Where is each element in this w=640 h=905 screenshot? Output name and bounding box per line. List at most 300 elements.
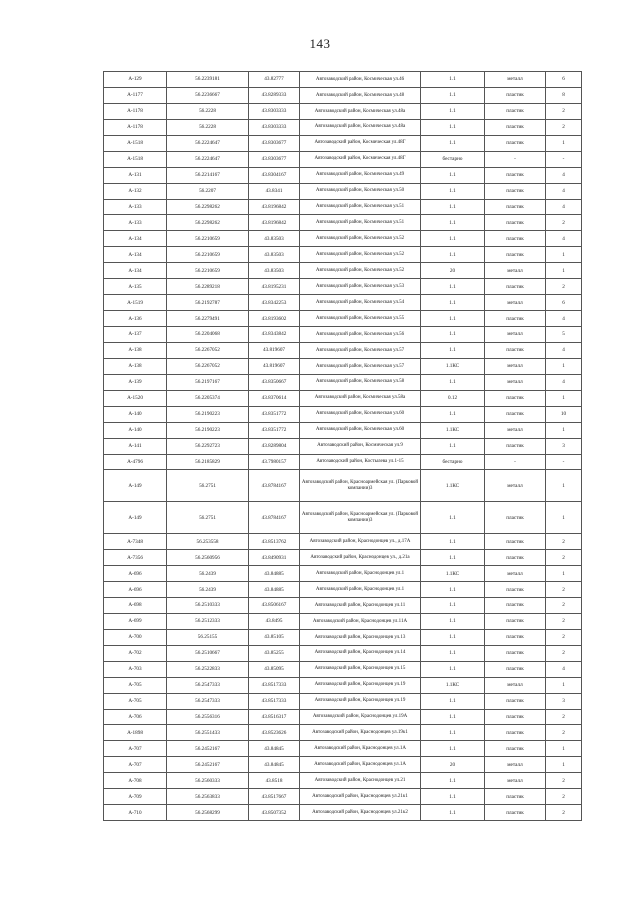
cell-volume: 1.1	[421, 534, 485, 550]
cell-code: A-138	[104, 358, 167, 374]
cell-material: пластик	[485, 629, 546, 645]
cell-address: Автозаводский район, Краснодонцев ул.1А	[300, 741, 421, 757]
cell-volume: 1.1КС	[421, 566, 485, 582]
cell-code: A-700	[104, 629, 167, 645]
cell-count: 2	[546, 789, 582, 805]
cell-volume: 20	[421, 263, 485, 279]
cell-longitude: 43.8303677	[249, 135, 300, 151]
cell-latitude: 56.2210659	[167, 247, 249, 263]
cell-longitude: 43.85095	[249, 661, 300, 677]
cell-material: пластик	[485, 183, 546, 199]
cell-volume: 1.1	[421, 789, 485, 805]
table-row	[104, 342, 582, 358]
cell-material: пластик	[485, 502, 546, 534]
cell-latitude: 56.2751	[167, 470, 249, 502]
cell-latitude: 56.2560956	[167, 550, 249, 566]
cell-address: Автозаводский район, Краснодонцев ул.1	[300, 582, 421, 598]
cell-longitude: 43.8304167	[249, 167, 300, 183]
cell-material: металл	[485, 295, 546, 311]
cell-volume: 1.1	[421, 199, 485, 215]
cell-material: металл	[485, 358, 546, 374]
cell-latitude: 56.2298262	[167, 199, 249, 215]
table-row	[104, 72, 582, 88]
cell-code: A-141	[104, 438, 167, 454]
cell-material: пластик	[485, 406, 546, 422]
cell-longitude: 43.85255	[249, 645, 300, 661]
table-row	[104, 693, 582, 709]
cell-volume: бестарно	[421, 151, 485, 167]
cell-volume: 1.1	[421, 87, 485, 103]
cell-code: A-696	[104, 582, 167, 598]
cell-address: Автозаводский район, Краснодонцев ул.14	[300, 645, 421, 661]
cell-address: Автозаводский район, Краснодонцев ул.1	[300, 566, 421, 582]
cell-address: Автозаводский район, Космическая ул.48а	[300, 119, 421, 135]
cell-latitude: 56.2512333	[167, 613, 249, 629]
cell-material: пластик	[485, 311, 546, 327]
cell-address: Автозаводский район, Космическая ул.51	[300, 215, 421, 231]
table-row	[104, 390, 582, 406]
table-row	[104, 709, 582, 725]
cell-latitude: 56.2207	[167, 183, 249, 199]
cell-longitude: 43.8195231	[249, 279, 300, 295]
cell-volume: 1.1	[421, 550, 485, 566]
cell-volume: 1.1	[421, 167, 485, 183]
cell-longitude: 43.85105	[249, 629, 300, 645]
cell-latitude: 56.2551433	[167, 725, 249, 741]
cell-latitude: 56.2190223	[167, 406, 249, 422]
cell-code: A-702	[104, 645, 167, 661]
cell-volume: 1.1	[421, 502, 485, 534]
cell-volume: 1.1	[421, 374, 485, 390]
cell-volume: 1.1	[421, 661, 485, 677]
cell-volume: 1.1	[421, 327, 485, 343]
cell-address: Автозаводский район, Краснодонцев ул.21к1	[300, 789, 421, 805]
cell-material: металл	[485, 757, 546, 773]
cell-latitude: 56.2547333	[167, 693, 249, 709]
cell-material: металл	[485, 374, 546, 390]
cell-material: пластик	[485, 231, 546, 247]
cell-address: Автозаводский район, Космическая ул.49	[300, 167, 421, 183]
cell-volume: бестарно	[421, 454, 485, 470]
cell-longitude: 43.83503	[249, 263, 300, 279]
cell-latitude: 56.2563833	[167, 789, 249, 805]
cell-address: Автозаводский район, Краснодонцев ул.21к2	[300, 805, 421, 821]
table-row	[104, 534, 582, 550]
cell-latitude: 56.2190223	[167, 422, 249, 438]
cell-address: Автозаводский район, Космическая ул.55	[300, 311, 421, 327]
cell-volume: 1.1	[421, 247, 485, 263]
cell-count: 1	[546, 263, 582, 279]
cell-volume: 1.1КС	[421, 677, 485, 693]
cell-latitude: 56.2560333	[167, 773, 249, 789]
cell-longitude: 43.8289333	[249, 87, 300, 103]
cell-longitude: 43.84845	[249, 757, 300, 773]
cell-code: A-1519	[104, 295, 167, 311]
cell-code: A-1178	[104, 103, 167, 119]
cell-latitude: 56.2236667	[167, 87, 249, 103]
cell-count: 2	[546, 773, 582, 789]
cell-material: металл	[485, 422, 546, 438]
table-row	[104, 677, 582, 693]
cell-material: пластик	[485, 645, 546, 661]
cell-code: A-133	[104, 199, 167, 215]
cell-address: Автозаводский район, Красноармейская ул. (Парковой компании)3	[300, 502, 421, 534]
cell-count: 2	[546, 709, 582, 725]
cell-longitude: 43.82777	[249, 72, 300, 88]
cell-address: Автозаводский район, Космическая ул.54	[300, 295, 421, 311]
cell-longitude: 43.84885	[249, 582, 300, 598]
cell-address: Автозаводский район, Космическая ул.52	[300, 247, 421, 263]
cell-code: A-140	[104, 422, 167, 438]
cell-count: 4	[546, 342, 582, 358]
table-row	[104, 231, 582, 247]
cell-latitude: 56.2510667	[167, 645, 249, 661]
table-row	[104, 502, 582, 534]
cell-count: 2	[546, 534, 582, 550]
cell-volume: 1.1	[421, 119, 485, 135]
cell-material: пластик	[485, 534, 546, 550]
cell-latitude: 56.2452167	[167, 741, 249, 757]
cell-longitude: 43.8370614	[249, 390, 300, 406]
cell-count: 2	[546, 805, 582, 821]
cell-volume: 1.1	[421, 295, 485, 311]
table-row	[104, 645, 582, 661]
cell-longitude: 43.819607	[249, 358, 300, 374]
cell-volume: 1.1	[421, 406, 485, 422]
cell-count: 1	[546, 422, 582, 438]
cell-volume: 1.1	[421, 215, 485, 231]
cell-longitude: 43.8517333	[249, 677, 300, 693]
cell-longitude: 43.8516317	[249, 709, 300, 725]
cell-code: A-707	[104, 757, 167, 773]
cell-volume: 1.1	[421, 183, 485, 199]
cell-code: A-709	[104, 789, 167, 805]
cell-material: пластик	[485, 805, 546, 821]
cell-volume: 1.1	[421, 709, 485, 725]
cell-code: A-132	[104, 183, 167, 199]
cell-latitude: 56.2210659	[167, 231, 249, 247]
cell-address: Автозаводский район, Краснодонцев ул., д.21а	[300, 550, 421, 566]
cell-volume: 1.1	[421, 741, 485, 757]
cell-latitude: 56.2197167	[167, 374, 249, 390]
cell-code: A-696	[104, 566, 167, 582]
table-row	[104, 103, 582, 119]
cell-latitude: 56.2267052	[167, 342, 249, 358]
cell-material: пластик	[485, 661, 546, 677]
cell-count: 4	[546, 199, 582, 215]
cell-material: металл	[485, 773, 546, 789]
cell-count: 2	[546, 613, 582, 629]
cell-count: 2	[546, 103, 582, 119]
cell-address: Автозаводский район, Красноармейская ул. (Парковой компании)3	[300, 470, 421, 502]
cell-count: -	[546, 454, 582, 470]
table-row	[104, 613, 582, 629]
cell-volume: 1.1	[421, 279, 485, 295]
cell-longitude: 43.7980157	[249, 454, 300, 470]
cell-count: 1	[546, 470, 582, 502]
cell-code: A-7348	[104, 534, 167, 550]
table-row	[104, 151, 582, 167]
cell-volume: 1.1	[421, 645, 485, 661]
cell-material: пластик	[485, 741, 546, 757]
cell-latitude: 56.2224647	[167, 151, 249, 167]
table-row	[104, 199, 582, 215]
cell-latitude: 56.2522833	[167, 661, 249, 677]
cell-material: пластик	[485, 789, 546, 805]
cell-latitude: 56.2192787	[167, 295, 249, 311]
cell-address: Автозаводский район, Космическая ул.48	[300, 87, 421, 103]
cell-material: пластик	[485, 215, 546, 231]
cell-material: металл	[485, 72, 546, 88]
cell-code: A-1178	[104, 119, 167, 135]
cell-code: A-706	[104, 709, 167, 725]
cell-code: A-133	[104, 215, 167, 231]
cell-longitude: 43.8518	[249, 773, 300, 789]
cell-count: 10	[546, 406, 582, 422]
cell-latitude: 56.2547333	[167, 677, 249, 693]
cell-count: 2	[546, 279, 582, 295]
cell-material: пластик	[485, 87, 546, 103]
cell-address: Автозаводский район, Космическая ул.58а	[300, 390, 421, 406]
cell-latitude: 56.253558	[167, 534, 249, 550]
cell-address: Автозаводский район, Краснодонцев ул.1А	[300, 757, 421, 773]
cell-longitude: 43.8196842	[249, 199, 300, 215]
cell-count: 4	[546, 231, 582, 247]
cell-latitude: 56.2214167	[167, 167, 249, 183]
cell-volume: 1.1	[421, 311, 485, 327]
cell-longitude: 43.8351772	[249, 406, 300, 422]
cell-code: A-149	[104, 502, 167, 534]
cell-count: 1	[546, 358, 582, 374]
cell-longitude: 43.8350667	[249, 374, 300, 390]
cell-latitude: 56.2210659	[167, 263, 249, 279]
cell-longitude: 43.8513762	[249, 534, 300, 550]
cell-latitude: 56.2298262	[167, 215, 249, 231]
cell-volume: 1.1	[421, 135, 485, 151]
cell-latitude: 56.2239181	[167, 72, 249, 88]
cell-latitude: 56.2228	[167, 119, 249, 135]
cell-latitude: 56.2185829	[167, 454, 249, 470]
cell-volume: 1.1	[421, 342, 485, 358]
cell-address: Автозаводский район, Космическая ул.52	[300, 231, 421, 247]
cell-material: пластик	[485, 582, 546, 598]
cell-latitude: 56.2267052	[167, 358, 249, 374]
cell-count: 4	[546, 661, 582, 677]
table-row	[104, 167, 582, 183]
cell-longitude: 43.819607	[249, 342, 300, 358]
cell-volume: 1.1	[421, 597, 485, 613]
cell-latitude: 56.2205374	[167, 390, 249, 406]
cell-address: Автозаводский район, Краснодонцев ул.21	[300, 773, 421, 789]
table-row	[104, 422, 582, 438]
table-row	[104, 789, 582, 805]
cell-material: металл	[485, 263, 546, 279]
table-row	[104, 550, 582, 566]
cell-material: металл	[485, 470, 546, 502]
cell-count: 2	[546, 629, 582, 645]
cell-material: пластик	[485, 725, 546, 741]
cell-longitude: 43.83503	[249, 231, 300, 247]
cell-code: A-705	[104, 677, 167, 693]
cell-latitude: 56.2439	[167, 582, 249, 598]
cell-count: 2	[546, 645, 582, 661]
cell-address: Автозаводский район, Краснодонцев ул.11	[300, 597, 421, 613]
cell-latitude: 56.2452167	[167, 757, 249, 773]
cell-longitude: 43.8303677	[249, 151, 300, 167]
table-row	[104, 374, 582, 390]
cell-address: Автозаводский район, Космическая ул.9	[300, 438, 421, 454]
cell-address: Автозаводский район, Краснодонцев ул.19	[300, 693, 421, 709]
cell-latitude: 56.2510333	[167, 597, 249, 613]
cell-latitude: 56.2224647	[167, 135, 249, 151]
cell-material: пластик	[485, 135, 546, 151]
table-row	[104, 566, 582, 582]
cell-count: 6	[546, 295, 582, 311]
cell-address: Автозаводский район, Краснодонцев ул.19А	[300, 709, 421, 725]
cell-volume: 1.1	[421, 582, 485, 598]
cell-material: металл	[485, 327, 546, 343]
cell-longitude: 43.8193602	[249, 311, 300, 327]
cell-material: пластик	[485, 550, 546, 566]
table-row	[104, 135, 582, 151]
table-row	[104, 406, 582, 422]
cell-latitude: 56.25155	[167, 629, 249, 645]
cell-material: пластик	[485, 119, 546, 135]
cell-address: Автозаводский район, Космическая ул.48а	[300, 103, 421, 119]
cell-volume: 1.1КС	[421, 358, 485, 374]
cell-code: A-131	[104, 167, 167, 183]
cell-count: 1	[546, 502, 582, 534]
cell-count: 2	[546, 550, 582, 566]
cell-volume: 1.1	[421, 805, 485, 821]
cell-code: A-4796	[104, 454, 167, 470]
cell-address: Автозаводский район, Космическая ул.57	[300, 358, 421, 374]
cell-count: 4	[546, 374, 582, 390]
cell-address: Автозаводский район, Космическая ул.46	[300, 72, 421, 88]
cell-latitude: 56.2751	[167, 502, 249, 534]
cell-code: A-137	[104, 327, 167, 343]
cell-code: A-129	[104, 72, 167, 88]
table-row	[104, 87, 582, 103]
cell-address: Автозаводский район, Краснодонцев ул.11А	[300, 613, 421, 629]
cell-code: A-149	[104, 470, 167, 502]
cell-latitude: 56.2289218	[167, 279, 249, 295]
table-row	[104, 582, 582, 598]
cell-latitude: 56.2292723	[167, 438, 249, 454]
table-row	[104, 311, 582, 327]
cell-volume: 1.1	[421, 725, 485, 741]
cell-code: A-1520	[104, 390, 167, 406]
cell-address: Автозаводский район, Космическая ул.48Г	[300, 151, 421, 167]
cell-material: пластик	[485, 709, 546, 725]
cell-count: 8	[546, 87, 582, 103]
table-row	[104, 295, 582, 311]
table-row	[104, 757, 582, 773]
cell-material: пластик	[485, 279, 546, 295]
cell-address: Автозаводский район, Космическая ул.57	[300, 342, 421, 358]
cell-count: 1	[546, 390, 582, 406]
cell-material: пластик	[485, 613, 546, 629]
cell-code: A-705	[104, 693, 167, 709]
page-number: 143	[309, 36, 331, 51]
table-row	[104, 454, 582, 470]
cell-material: пластик	[485, 167, 546, 183]
cell-count: 1	[546, 677, 582, 693]
cell-count: 1	[546, 247, 582, 263]
cell-count: 1	[546, 135, 582, 151]
cell-code: A-1177	[104, 87, 167, 103]
cell-count: 1	[546, 741, 582, 757]
cell-address: Автозаводский район, Костылева ул.1-15	[300, 454, 421, 470]
cell-code: A-698	[104, 597, 167, 613]
cell-longitude: 43.8196842	[249, 215, 300, 231]
table-row	[104, 183, 582, 199]
cell-latitude: 56.2439	[167, 566, 249, 582]
cell-material: пластик	[485, 247, 546, 263]
cell-latitude: 56.2556316	[167, 709, 249, 725]
cell-volume: 1.1	[421, 103, 485, 119]
cell-longitude: 43.8507352	[249, 805, 300, 821]
cell-count: 2	[546, 725, 582, 741]
cell-volume: 20	[421, 757, 485, 773]
cell-longitude: 43.84885	[249, 566, 300, 582]
table-row	[104, 279, 582, 295]
cell-volume: 0.12	[421, 390, 485, 406]
cell-material: пластик	[485, 390, 546, 406]
cell-volume: 1.1КС	[421, 470, 485, 502]
cell-longitude: 43.8341	[249, 183, 300, 199]
cell-count: 2	[546, 215, 582, 231]
cell-code: A-139	[104, 374, 167, 390]
table-row	[104, 629, 582, 645]
cell-latitude: 56.2568299	[167, 805, 249, 821]
cell-code: A-1898	[104, 725, 167, 741]
cell-address: Автозаводский район, Космическая ул.50	[300, 183, 421, 199]
cell-material: пластик	[485, 342, 546, 358]
cell-longitude: 43.8303333	[249, 103, 300, 119]
cell-longitude: 43.8495	[249, 613, 300, 629]
cell-code: A-138	[104, 342, 167, 358]
cell-longitude: 43.8342253	[249, 295, 300, 311]
cell-address: Автозаводский район, Краснодонцев ул.13	[300, 629, 421, 645]
table-row	[104, 327, 582, 343]
cell-address: Автозаводский район, Космическая ул.56	[300, 327, 421, 343]
cell-volume: 1.1	[421, 438, 485, 454]
cell-code: A-699	[104, 613, 167, 629]
cell-material: пластик	[485, 693, 546, 709]
cell-material: металл	[485, 566, 546, 582]
cell-code: A-136	[104, 311, 167, 327]
table-row	[104, 597, 582, 613]
cell-count: 1	[546, 757, 582, 773]
cell-code: A-7356	[104, 550, 167, 566]
cell-volume: 1.1	[421, 231, 485, 247]
table-row	[104, 773, 582, 789]
cell-count: 4	[546, 167, 582, 183]
table-row	[104, 119, 582, 135]
cell-code: A-708	[104, 773, 167, 789]
table-row	[104, 741, 582, 757]
cell-address: Автозаводский район, Краснодонцев ул., д.17А	[300, 534, 421, 550]
cell-material: -	[485, 151, 546, 167]
cell-code: A-710	[104, 805, 167, 821]
table-row	[104, 470, 582, 502]
cell-count: 1	[546, 566, 582, 582]
cell-longitude: 43.8523626	[249, 725, 300, 741]
cell-longitude: 43.8784167	[249, 502, 300, 534]
cell-volume: 1.1	[421, 72, 485, 88]
cell-longitude: 43.8303333	[249, 119, 300, 135]
